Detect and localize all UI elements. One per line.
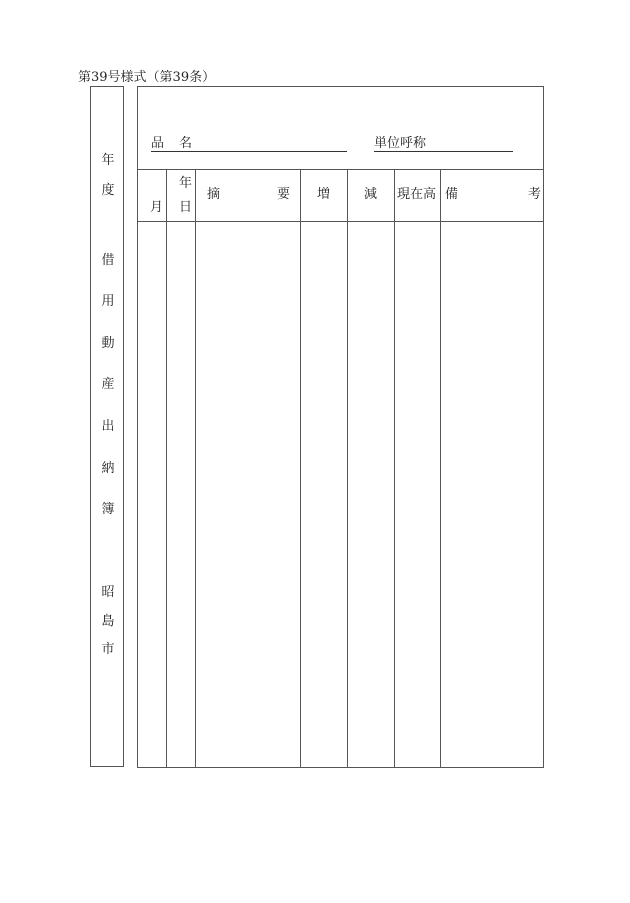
spine-title-char: 簿: [101, 502, 115, 517]
column-divider: [394, 169, 395, 767]
header-decrease: 減: [364, 187, 378, 202]
spine-title-char: 用: [101, 294, 115, 309]
spine-title-char: 借: [101, 253, 115, 268]
column-divider: [166, 169, 167, 767]
item-name-label: 名: [179, 136, 193, 151]
spine-title-char: 動: [101, 336, 115, 351]
column-divider: [440, 169, 441, 767]
spine-fiscal-char: 度: [101, 183, 115, 198]
header-remarks: 備: [445, 187, 459, 202]
column-divider: [300, 169, 301, 767]
spine-title-char: 産: [101, 377, 115, 392]
item-name-field[interactable]: [151, 151, 347, 152]
column-header-divider: [138, 221, 543, 222]
header-summary: 要: [277, 187, 291, 202]
ledger-spine: [90, 86, 124, 767]
spine-city-char: 市: [101, 642, 115, 657]
spine-year-char: 年: [101, 153, 115, 168]
header-summary: 摘: [207, 187, 221, 202]
header-year: 年: [179, 176, 193, 191]
item-name-label: 品: [151, 136, 165, 151]
header-balance: 現在高: [397, 187, 437, 202]
spine-title-char: 出: [101, 419, 115, 434]
header-month: 月: [150, 200, 164, 215]
column-divider: [347, 169, 348, 767]
spine-title-char: 納: [101, 461, 115, 476]
column-divider: [195, 169, 196, 767]
spine-city-char: 昭: [101, 585, 115, 600]
header-increase: 増: [317, 187, 331, 202]
unit-name-label: 単位呼称: [374, 136, 427, 151]
header-divider: [138, 169, 543, 170]
form-number: 第39号様式（第39条）: [78, 70, 216, 85]
ledger-table: [137, 86, 544, 768]
unit-name-field[interactable]: [374, 151, 513, 152]
header-remarks: 考: [528, 187, 542, 202]
header-day: 日: [179, 200, 193, 215]
spine-city-char: 島: [101, 614, 115, 629]
